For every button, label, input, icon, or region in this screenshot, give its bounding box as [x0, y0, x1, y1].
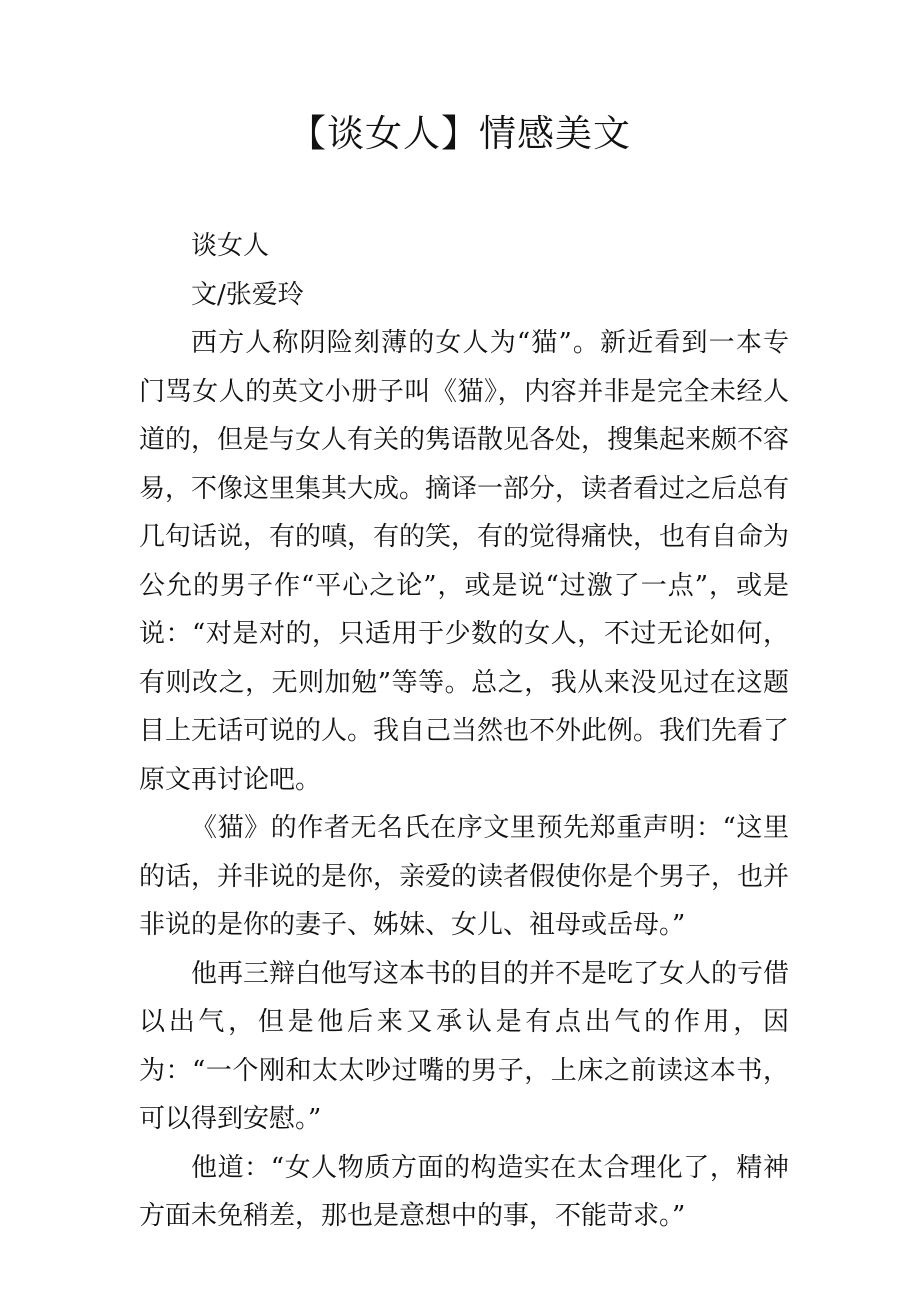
- document-title: 【谈女人】情感美文: [289, 112, 631, 155]
- paragraph: 西方人称阴险刻薄的女人为“猫”。新近看到一本专门骂女人的英文小册子叫《猫》，内容并非是完全未经人道的，但是与女人有关的隽语散见各处，搜集起来颇不容易，不像这里集其大成。摘译一部分，读者看过之后总有几句话说，有的嗔，有的笑，有的觉得痛快，也有自命为公允的男子作“平心之论”，或是说“过激了一点”，或是说：“对是对的，只适用于少数的女人，不过无论如何，有则改之，无则加勉”等等。总之，我从来没见过在这题目上无话可说的人。我自己当然也不外此例。我们先看了原文再讨论吧。: [139, 328, 790, 795]
- article-author: 文/张爱玲: [191, 279, 304, 310]
- paragraph: 他再三辩白他写这本书的目的并不是吃了女人的亏借以出气，但是他后来又承认是有点出气的作用，因为：“一个刚和太太吵过嘴的男子，上床之前读这本书，可以得到安慰。”: [139, 958, 790, 1134]
- article-subtitle: 谈女人: [191, 231, 270, 261]
- paragraph: 他道：“女人物质方面的构造实在太合理化了，精神方面未免稍差，那也是意想中的事，不能苛求。”: [139, 1152, 789, 1231]
- paragraph: 《猫》的作者无名氏在序文里预先郑重声明：“这里的话，并非说的是你，亲爱的读者假使你是个男子，也并非说的是你的妻子、姊妹、女儿、祖母或岳母。”: [139, 813, 790, 940]
- document-body: [139, 222, 789, 1241]
